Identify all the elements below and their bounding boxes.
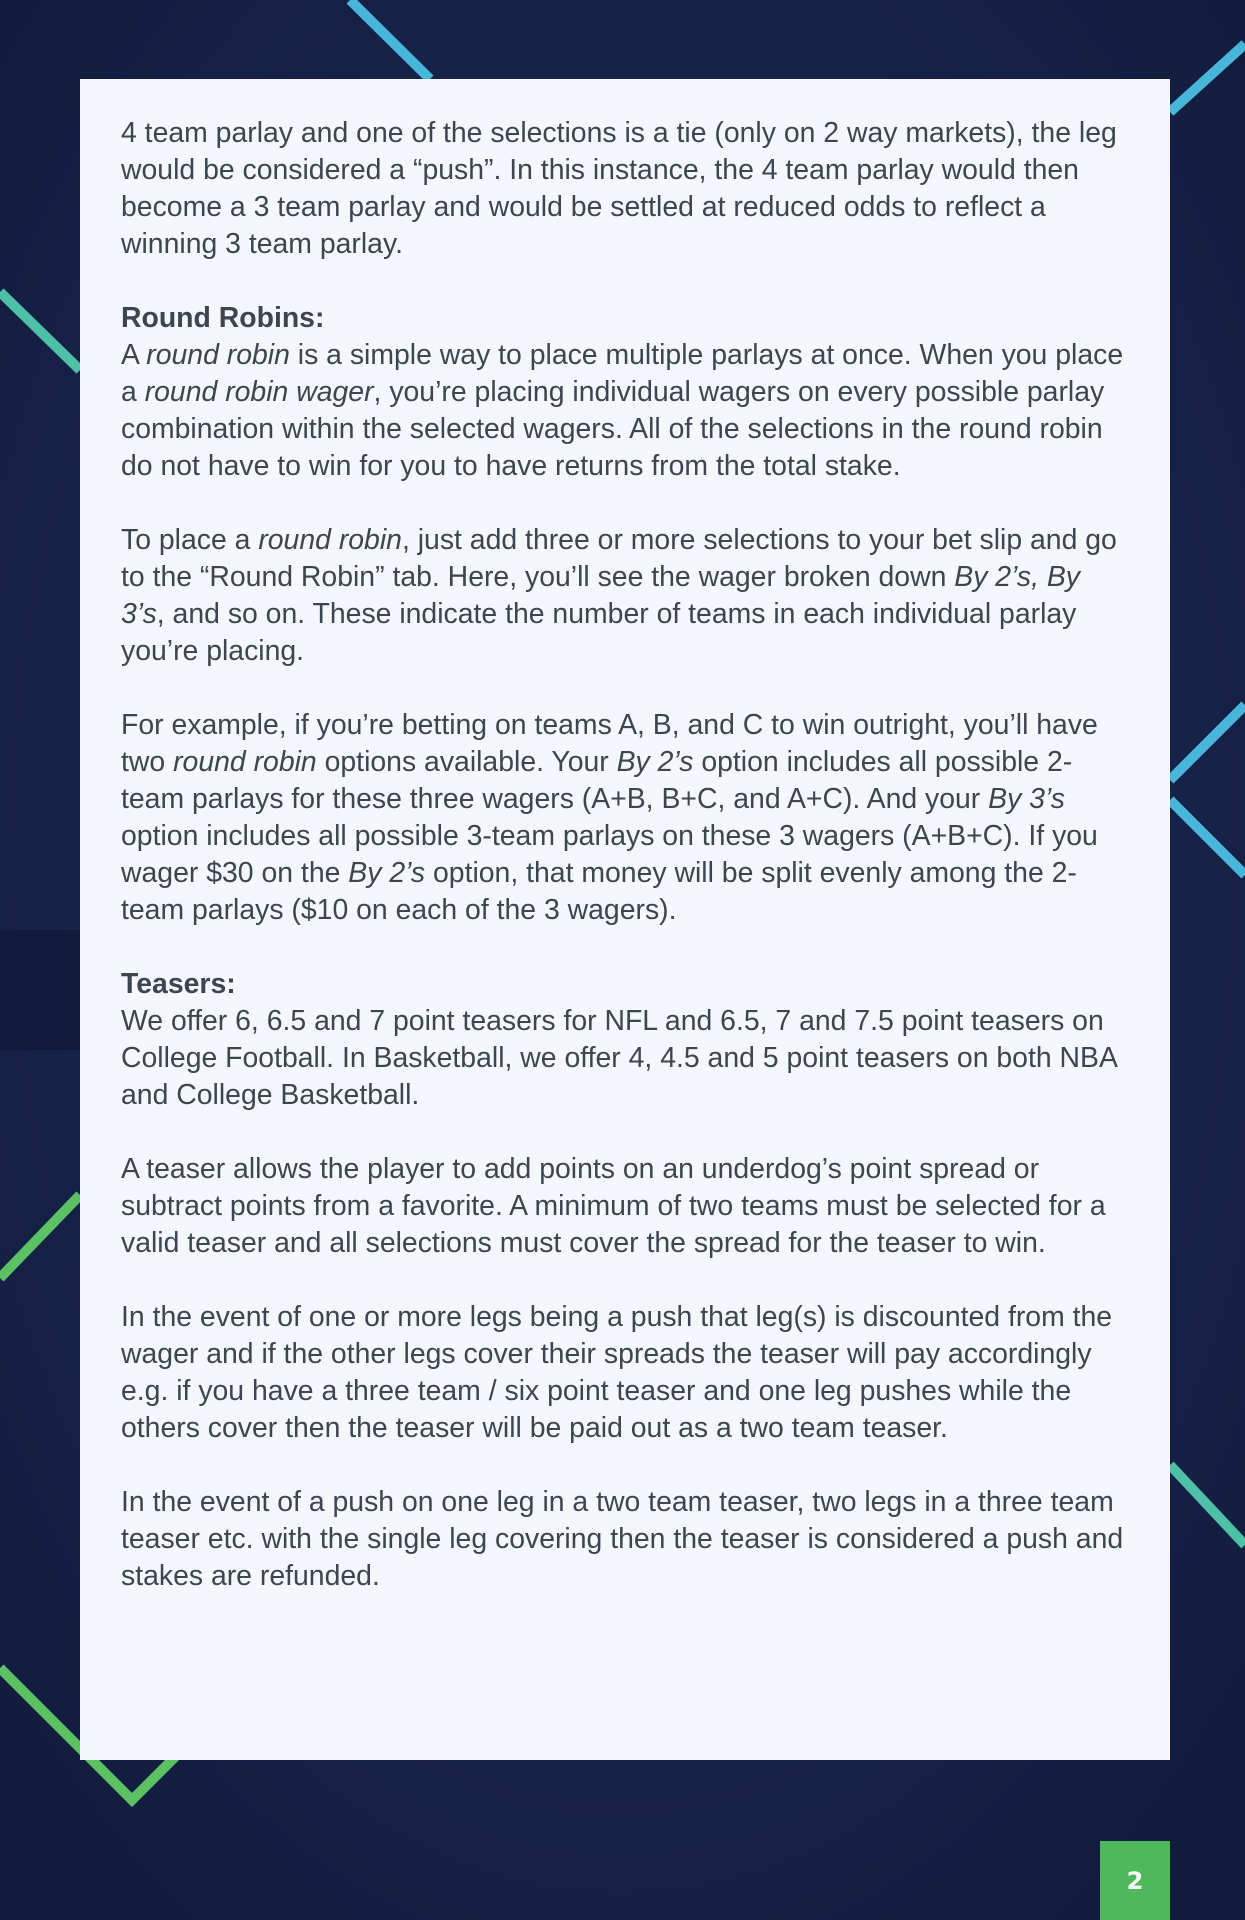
page-number-badge bbox=[1100, 1841, 1170, 1920]
round-robins-paragraph-3: For example, if you’re betting on teams A, B, and C to win outright, you’ll have two round robin options available. Your By 2’s option includes all possible 2-team parlays for these three wagers (A+B, B+C, and A+C). And your By 3’s option includes all possible 3-team parlays on these 3 wagers (A+B+C). If you wager $30 on the By 2’s option, that money will be split evenly among the 2-team parlays ($10 on each of the 3 wagers). bbox=[121, 709, 1098, 926]
teasers-paragraph-3: In the event of one or more legs being a push that leg(s) is discounted from the wager and if the other legs cover their spreads the teaser will pay accordingly e.g. if you have a three team / six point teaser and one leg pushes while the others cover then the teaser will be paid out as a two team teaser. bbox=[121, 1301, 1113, 1444]
parlay-paragraph: 4 team parlay and one of the selections is a tie (only on 2 way markets), the leg would be considered a “push”. In this instance, the 4 team parlay would then become a 3 team parlay and would be settled at reduced odds to reflect a winning 3 team parlay. bbox=[121, 117, 1117, 260]
stadium-silhouette bbox=[0, 930, 80, 1050]
page-number: 2 bbox=[1126, 1866, 1144, 1895]
content-panel bbox=[80, 79, 1170, 1760]
round-robins-heading: Round Robins: bbox=[121, 302, 325, 334]
teasers-heading: Teasers: bbox=[121, 968, 236, 1000]
teasers-paragraph-4: In the event of a push on one leg in a two team teaser, two legs in a three team teaser etc. with the single leg covering then the teaser is considered a push and stakes are refunded. bbox=[121, 1486, 1124, 1592]
teasers-paragraph-2: A teaser allows the player to add points on an underdog’s point spread or subtract points from a favorite. A minimum of two teams must be selected for a valid teaser and all selections must cover the spread for the teaser to win. bbox=[121, 1153, 1106, 1259]
round-robins-paragraph-1: A round robin is a simple way to place multiple parlays at once. When you place a round robin wager, you’re placing individual wagers on every possible parlay combination within the selected wagers. All of the selections in the round robin do not have to win for you to have returns from the total stake. bbox=[121, 339, 1124, 482]
teasers-paragraph-1: We offer 6, 6.5 and 7 point teasers for NFL and 6.5, 7 and 7.5 point teasers on College Football. In Basketball, we offer 4, 4.5 and 5 point teasers on both NBA and College Basketball. bbox=[121, 1005, 1117, 1111]
round-robins-paragraph-2: To place a round robin, just add three or more selections to your bet slip and go to the “Round Robin” tab. Here, you’ll see the wager broken down By 2’s, By 3’s, and so on. These indicate the number of teams in each individual parlay you’re placing. bbox=[121, 524, 1117, 667]
